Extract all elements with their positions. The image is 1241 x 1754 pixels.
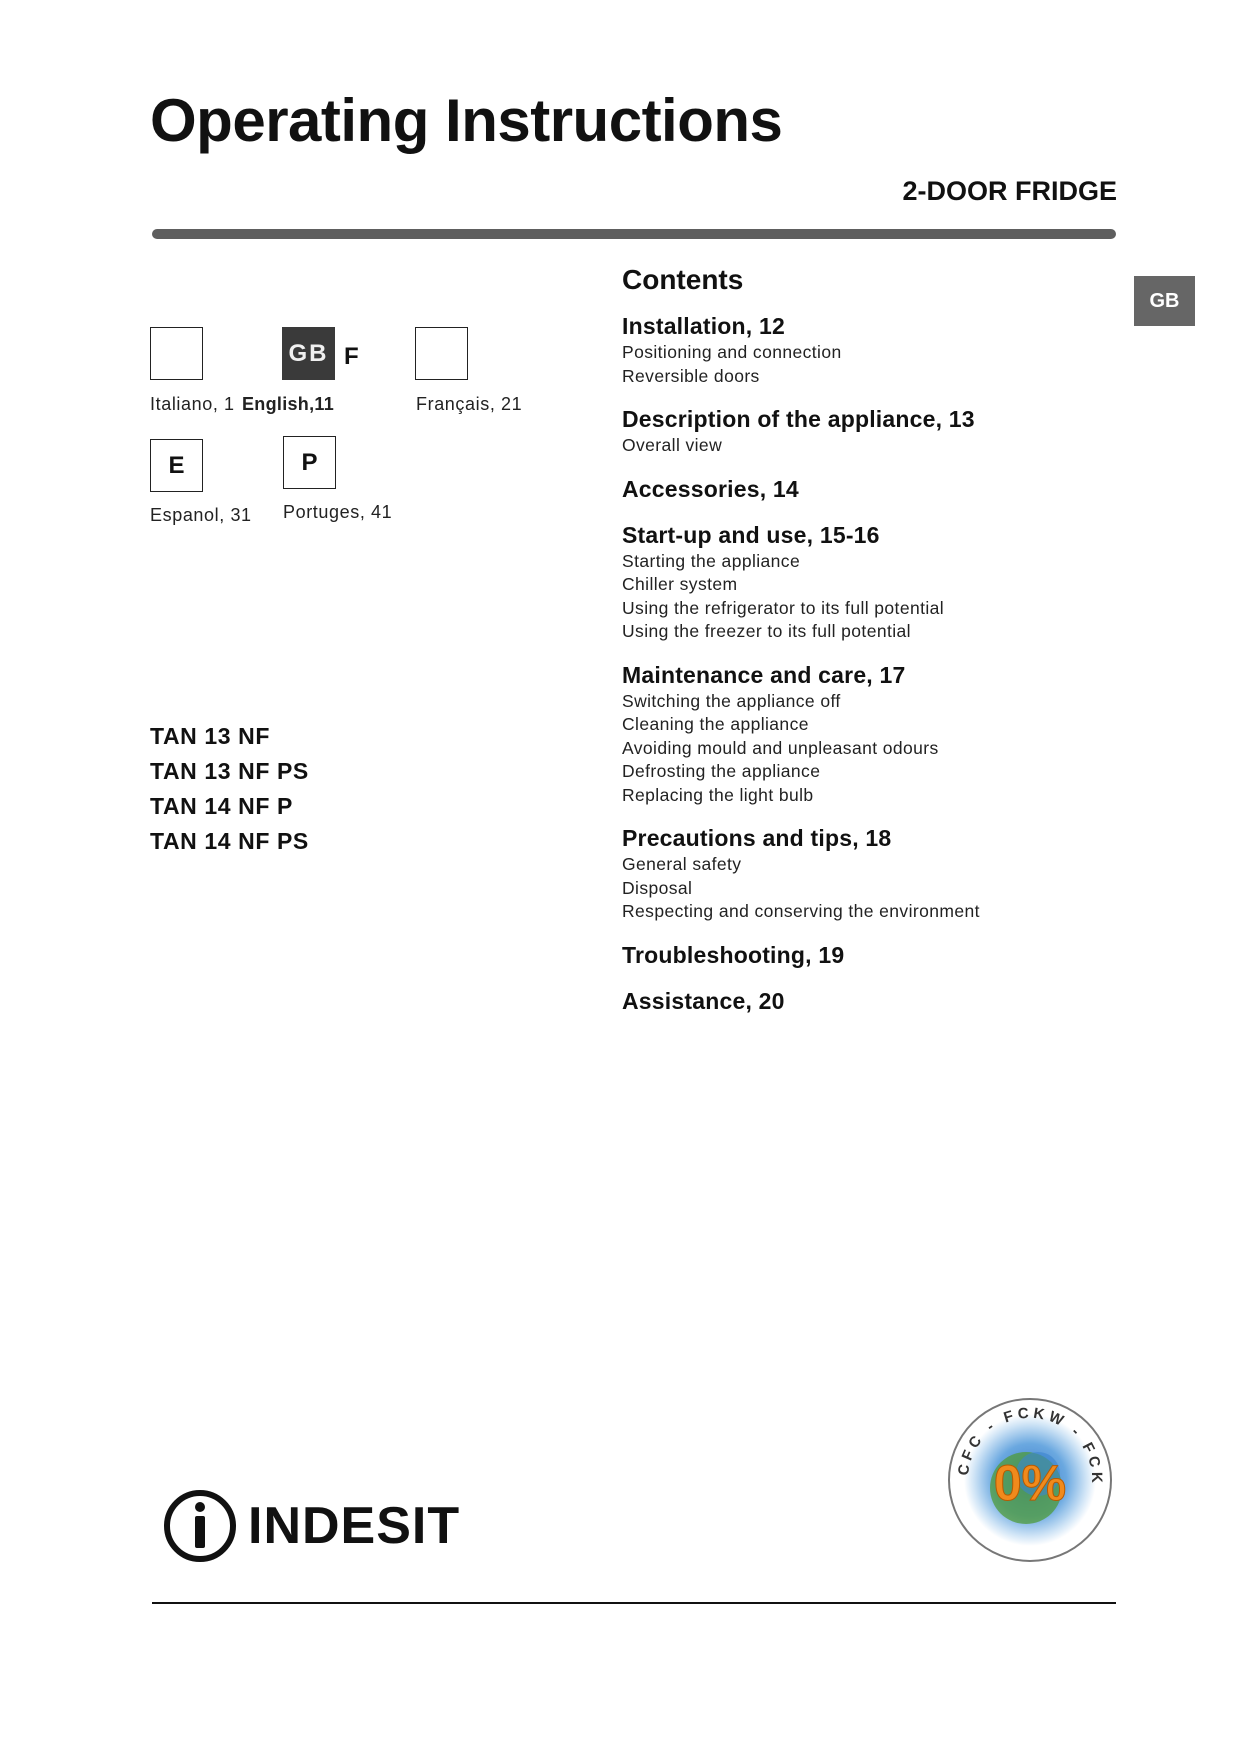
indesit-info-icon <box>162 1488 238 1564</box>
toc-heading: Start-up and use, 15-16 <box>622 521 880 548</box>
toc-section-troubleshooting <box>622 941 1122 970</box>
footer-divider <box>152 1602 1116 1604</box>
toc-item: Positioning and connection <box>622 342 842 362</box>
toc-heading: Precautions and tips, 18 <box>622 825 892 851</box>
language-box-francais <box>415 327 468 380</box>
brand-logo <box>162 1488 460 1564</box>
toc-heading: Troubleshooting, 19 <box>622 941 845 968</box>
product-subtitle: 2-DOOR FRIDGE <box>902 176 1117 206</box>
toc-heading: Assistance, 20 <box>622 987 785 1014</box>
seal-ring-text: CFC - FCKW - FCK <box>954 1404 1106 1487</box>
toc-heading: Accessories, 14 <box>622 475 799 502</box>
language-label-italiano: Italiano, 1 <box>150 394 235 414</box>
cfc-free-seal-icon <box>946 1396 1114 1564</box>
toc-item: Avoiding mould and unpleasant odours <box>622 737 939 758</box>
seal-center-text: 0% <box>993 1455 1067 1511</box>
toc-section-description <box>622 405 1122 458</box>
toc-heading: Description of the appliance, 13 <box>622 406 975 432</box>
toc-item: Defrosting the appliance <box>622 761 821 781</box>
language-label-francais: Français, 21 <box>416 394 523 414</box>
language-box-italiano <box>150 327 203 380</box>
toc-item: Overall view <box>622 435 723 455</box>
language-box-english: GB <box>282 327 335 380</box>
language-label-portuges: Portuges, 41 <box>283 502 393 522</box>
toc-item: Disposal <box>622 877 693 898</box>
language-label-espanol: Espanol, 31 <box>150 505 252 525</box>
toc-item: Replacing the light bulb <box>622 784 814 805</box>
toc-item: General safety <box>622 854 742 874</box>
language-side-tab: GB <box>1134 276 1195 326</box>
page-title: Operating Instructions <box>150 87 783 154</box>
model-name: TAN 14 NF P <box>150 793 293 819</box>
model-name: TAN 13 NF PS <box>150 758 309 784</box>
toc-item: Starting the appliance <box>622 550 801 571</box>
language-code-french-inline: F <box>344 343 359 370</box>
toc-section-maintenance <box>622 661 1122 808</box>
toc-item: Using the freezer to its full potential <box>622 621 911 641</box>
toc-heading: Installation, 12 <box>622 313 785 339</box>
toc-section-accessories <box>622 475 1122 504</box>
toc-item: Using the refrigerator to its full potential <box>622 597 945 618</box>
language-box-espanol: E <box>150 439 203 492</box>
contents-title: Contents <box>622 264 744 295</box>
toc-section-assistance <box>622 987 1122 1016</box>
model-name: TAN 13 NF <box>150 723 270 749</box>
table-of-contents <box>622 264 1122 1033</box>
brand-name: INDESIT <box>248 1497 461 1555</box>
model-name: TAN 14 NF PS <box>150 828 309 854</box>
toc-item: Reversible doors <box>622 365 760 386</box>
language-box-portuges: P <box>283 436 336 489</box>
toc-item: Cleaning the appliance <box>622 714 809 734</box>
toc-section-precautions <box>622 824 1122 924</box>
toc-item: Switching the appliance off <box>622 690 841 711</box>
toc-item: Chiller system <box>622 574 738 594</box>
language-label-english: English,11 <box>242 394 335 414</box>
header-divider <box>152 229 1116 239</box>
toc-section-installation <box>622 312 1122 388</box>
toc-heading: Maintenance and care, 17 <box>622 661 906 688</box>
toc-section-startup <box>622 521 1122 644</box>
toc-item: Respecting and conserving the environment <box>622 901 980 921</box>
